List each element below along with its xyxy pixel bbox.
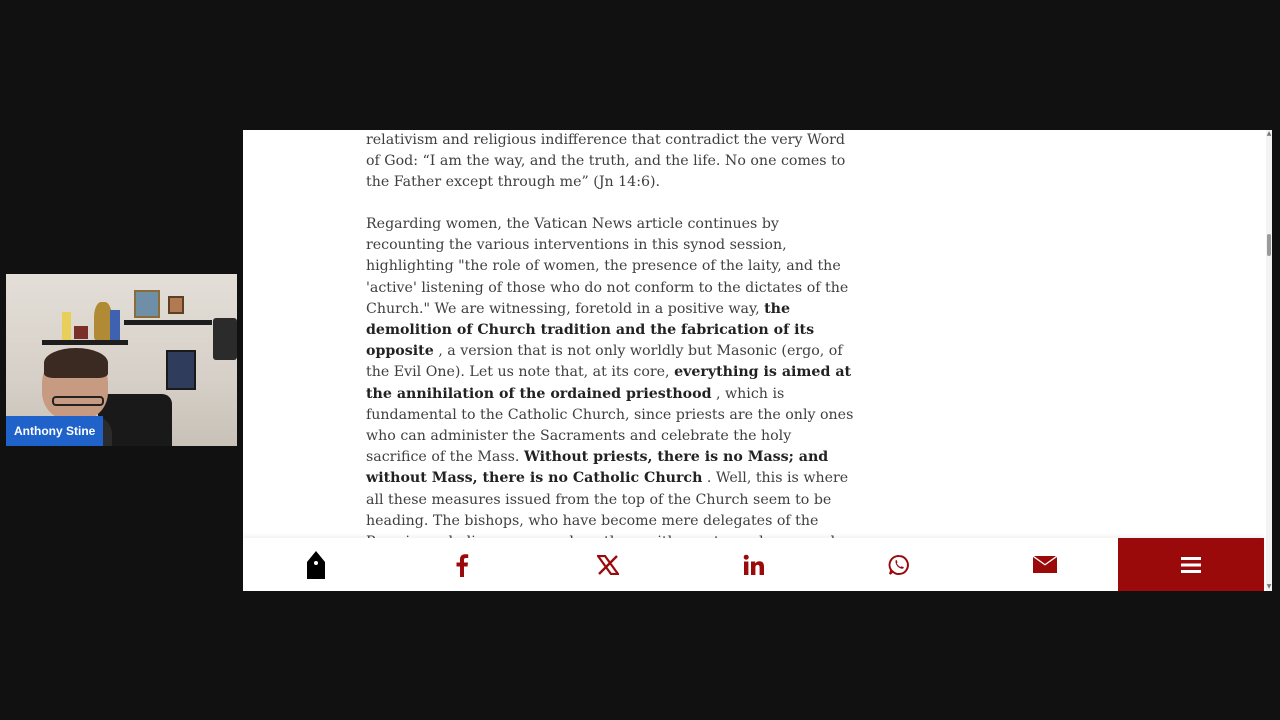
wall-shelf (124, 320, 212, 325)
share-menu-button[interactable] (1118, 538, 1264, 591)
scroll-up-arrow-icon[interactable]: ▲ (1266, 130, 1272, 137)
paragraph-text: . Well, this is where all these measures issued from the top of the Church seem to be heading. The bishops, who have become mere delegates of the (366, 470, 849, 529)
linkedin-icon (743, 554, 765, 576)
scrollbar-thumb[interactable] (1267, 234, 1271, 256)
ink-pen-icon (304, 550, 328, 580)
email-icon (1033, 556, 1057, 574)
x-share-button[interactable] (535, 538, 681, 591)
picture-frame (168, 296, 184, 314)
menu-icon (1180, 556, 1202, 574)
x-icon (597, 555, 619, 575)
paragraph-text: relativism and religious indifference that contradict the very Word of God: “I am the way, and the truth, and the life. No one comes to the Father except through me” (Jn 14:6). (366, 132, 846, 191)
bold-emphasis: everything is aimed at the annihilation of the ordained priesthood (366, 364, 852, 402)
email-share-button[interactable] (972, 538, 1118, 591)
share-bar (243, 538, 1264, 591)
ink-pen-button[interactable] (243, 538, 389, 591)
glasses (52, 396, 104, 406)
linkedin-share-button[interactable] (681, 538, 827, 591)
paragraph-text: , a version that is not only worldly but Masonic (ergo, of the Evil One). Let us note that, at its core, (366, 343, 843, 381)
flag (62, 312, 71, 340)
whatsapp-share-button[interactable] (826, 538, 972, 591)
article-paragraph (366, 214, 856, 574)
vertical-scrollbar[interactable] (1266, 130, 1272, 591)
facebook-icon (455, 553, 469, 577)
picture-frame (74, 326, 88, 339)
article-paragraph (366, 130, 856, 194)
browser-viewport (243, 130, 1272, 591)
bold-emphasis: Without priests, there is no Mass; and without Mass, there is no Catholic Church (366, 449, 829, 487)
wall-shelf (42, 340, 128, 345)
paragraph-text: , which is fundamental to the Catholic Church, since priests are the only ones who can administer the Sacraments and celebrate the holy sacrifice of the Mass. (366, 385, 854, 466)
picture-frame (134, 290, 160, 318)
scroll-down-arrow-icon[interactable]: ▼ (1266, 583, 1272, 590)
participant-name-label: Anthony Stine (6, 416, 103, 446)
webcam-tile (6, 274, 237, 446)
flag (110, 310, 120, 340)
speaker (213, 318, 237, 360)
facebook-share-button[interactable] (389, 538, 535, 591)
icon-painting (166, 350, 196, 390)
paragraph-text: Regarding women, the Vatican News article continues by recounting the various interventions in this synod session, highlighting "the role of women, the presence of the laity, and the 'active' listening of those who do not conform to the dictates of the Church." We are witnessing, foretold in a positive way, (366, 216, 849, 317)
person-hair (44, 348, 108, 378)
whatsapp-icon (888, 554, 910, 576)
bold-emphasis: the demolition of Church tradition and the fabrication of its opposite (366, 300, 815, 360)
